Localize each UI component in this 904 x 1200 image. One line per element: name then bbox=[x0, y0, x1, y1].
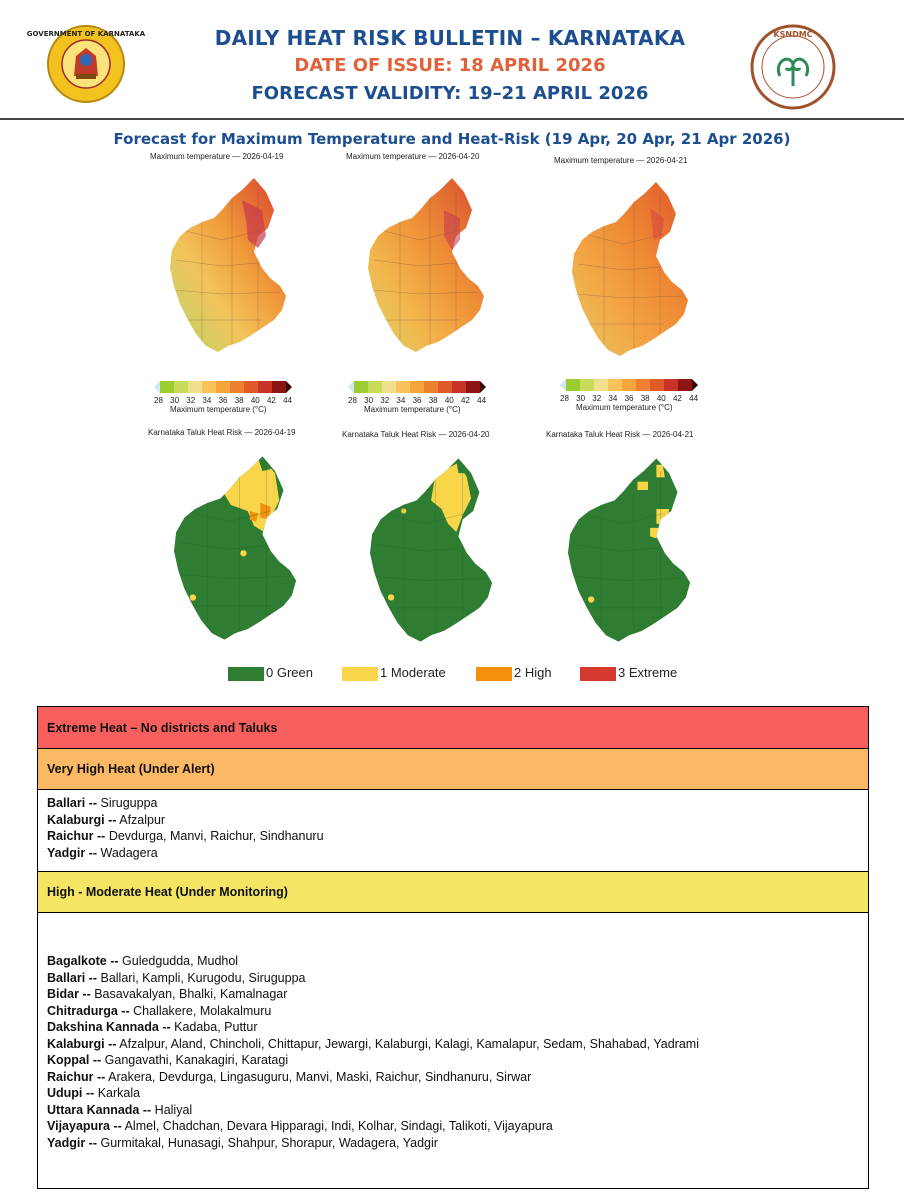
temp-map-1 bbox=[152, 170, 302, 360]
tick: 36 bbox=[624, 394, 634, 403]
taluk-list: Karkala bbox=[94, 1086, 141, 1100]
list-item bbox=[47, 986, 859, 1003]
risk-map-3 bbox=[558, 450, 698, 650]
legend-swatch bbox=[228, 667, 264, 681]
tick: 28 bbox=[348, 396, 357, 405]
temp-map-panel-1 bbox=[130, 152, 320, 414]
list-item bbox=[47, 828, 859, 845]
taluk-list: Kadaba, Puttur bbox=[170, 1020, 258, 1034]
legend-swatch bbox=[476, 667, 512, 681]
taluk-list: Afzalpur, Aland, Chincholi, Chittapur, Jewargi, Kalaburgi, Kalagi, Kamalapur, Sedam, Shahabad, Yadrami bbox=[116, 1036, 699, 1051]
tick: 36 bbox=[412, 396, 422, 405]
tick: 42 bbox=[460, 396, 470, 405]
very-high-heat-header: Very High Heat (Under Alert) bbox=[38, 749, 868, 790]
temp-colorbar-1 bbox=[148, 380, 298, 394]
district-name: Kalaburgi -- bbox=[47, 812, 117, 827]
taluk-list: Siruguppa bbox=[97, 796, 158, 810]
district-name: Yadgir -- bbox=[47, 845, 98, 860]
legend-label: 2 High bbox=[514, 665, 552, 680]
district-name: Raichur -- bbox=[47, 829, 106, 843]
risk-map-1 bbox=[164, 448, 304, 648]
district-name: Chitradurga -- bbox=[47, 1003, 130, 1018]
district-name: Ballari -- bbox=[47, 970, 98, 985]
tick: 30 bbox=[170, 396, 180, 405]
taluk-list: Basavakalyan, Bhalki, Kamalnagar bbox=[90, 987, 288, 1001]
legend-swatch bbox=[342, 667, 378, 681]
list-item bbox=[47, 1052, 859, 1069]
temp-colorbar-2 bbox=[342, 380, 492, 394]
tick: 30 bbox=[576, 394, 586, 403]
taluk-list: Guledgudda, Mudhol bbox=[118, 954, 239, 968]
ksndmc-logo bbox=[750, 24, 836, 110]
taluk-list: Wadagera bbox=[97, 845, 158, 860]
taluk-list: Gangavathi, Kanakagiri, Karatagi bbox=[101, 1053, 289, 1067]
list-item bbox=[47, 1036, 859, 1053]
temp-map-panel-2 bbox=[324, 152, 514, 414]
right-logo-text: KSNDMC bbox=[773, 30, 813, 39]
header-divider bbox=[0, 118, 904, 120]
risk-map-2 bbox=[360, 450, 500, 650]
district-name: Dakshina Kannada -- bbox=[47, 1020, 171, 1034]
temp-map-2 bbox=[350, 170, 500, 360]
district-name: Udupi -- bbox=[47, 1086, 95, 1100]
temp-colorbar-ticks bbox=[348, 396, 486, 405]
temp-colorbar-label: Maximum temperature (°C) bbox=[170, 405, 267, 414]
temp-map-caption: Maximum temperature — 2026-04-19 bbox=[150, 152, 284, 161]
list-item bbox=[47, 812, 859, 829]
district-name: Kalaburgi -- bbox=[47, 1036, 117, 1051]
tick: 28 bbox=[560, 394, 569, 403]
issue-date: DATE OF ISSUE: 18 APRIL 2026 bbox=[294, 55, 606, 76]
tick: 44 bbox=[689, 394, 699, 403]
list-item bbox=[47, 1003, 859, 1020]
tick: 38 bbox=[234, 396, 244, 405]
temp-map-panel-3 bbox=[530, 152, 720, 414]
government-of-karnataka-emblem bbox=[26, 24, 146, 104]
temp-map-caption: Maximum temperature — 2026-04-20 bbox=[346, 152, 480, 161]
taluk-list: Haliyal bbox=[151, 1102, 193, 1117]
tick: 34 bbox=[396, 396, 406, 405]
very-high-heat-list bbox=[38, 790, 868, 872]
tick: 32 bbox=[592, 394, 602, 403]
left-logo-text: GOVERNMENT OF KARNATAKA bbox=[26, 30, 146, 38]
list-item bbox=[47, 1102, 859, 1119]
temp-map-caption: Maximum temperature — 2026-04-21 bbox=[554, 156, 688, 165]
high-moderate-heat-header: High - Moderate Heat (Under Monitoring) bbox=[38, 872, 868, 913]
bulletin-title: DAILY HEAT RISK BULLETIN – KARNATAKA bbox=[214, 26, 686, 50]
tick: 42 bbox=[266, 396, 276, 405]
risk-map-caption: Karnataka Taluk Heat Risk — 2026-04-19 bbox=[148, 428, 296, 437]
district-name: Bagalkote -- bbox=[47, 954, 119, 968]
district-name: Uttara Kannada -- bbox=[47, 1102, 152, 1117]
extreme-heat-row: Extreme Heat – No districts and Taluks bbox=[38, 707, 868, 749]
tick: 34 bbox=[608, 394, 618, 403]
legend-label: 1 Moderate bbox=[380, 665, 446, 680]
list-item bbox=[47, 953, 859, 970]
district-name: Vijayapura -- bbox=[47, 1119, 122, 1133]
taluk-list: Gurmitakal, Hunasagi, Shahpur, Shorapur, Wadagera, Yadgir bbox=[97, 1135, 438, 1150]
risk-map-caption: Karnataka Taluk Heat Risk — 2026-04-20 bbox=[342, 430, 490, 439]
tick: 28 bbox=[154, 396, 163, 405]
tick: 40 bbox=[250, 396, 260, 405]
tick: 44 bbox=[477, 396, 487, 405]
list-item bbox=[47, 1069, 859, 1086]
list-item bbox=[47, 1019, 859, 1036]
district-name: Ballari -- bbox=[47, 796, 98, 810]
list-item bbox=[47, 1135, 859, 1152]
list-item bbox=[47, 1118, 859, 1135]
high-moderate-heat-list bbox=[38, 913, 868, 1188]
risk-map-caption: Karnataka Taluk Heat Risk — 2026-04-21 bbox=[546, 430, 694, 439]
figure-title: Forecast for Maximum Temperature and Heat-Risk (19 Apr, 20 Apr, 21 Apr 2026) bbox=[113, 130, 791, 148]
list-item bbox=[47, 1085, 859, 1102]
tick: 44 bbox=[283, 396, 293, 405]
taluk-list: Devdurga, Manvi, Raichur, Sindhanuru bbox=[105, 829, 324, 843]
tick: 38 bbox=[428, 396, 438, 405]
tick: 42 bbox=[672, 394, 682, 403]
tick: 32 bbox=[380, 396, 390, 405]
legend-label: 0 Green bbox=[266, 665, 313, 680]
tick: 40 bbox=[444, 396, 454, 405]
risk-map-panel-2 bbox=[334, 428, 534, 656]
tick: 34 bbox=[202, 396, 212, 405]
legend-swatch bbox=[580, 667, 616, 681]
taluk-list: Challakere, Molakalmuru bbox=[129, 1003, 272, 1018]
forecast-validity: FORECAST VALIDITY: 19–21 APRIL 2026 bbox=[251, 83, 649, 104]
taluk-list: Afzalpur bbox=[116, 812, 166, 827]
risk-map-panel-3 bbox=[540, 428, 740, 656]
temp-colorbar-ticks bbox=[154, 396, 292, 405]
taluk-list: Almel, Chadchan, Devara Hipparagi, Indi, Kolhar, Sindagi, Talikoti, Vijayapura bbox=[121, 1119, 553, 1133]
tick: 38 bbox=[640, 394, 650, 403]
list-item bbox=[47, 795, 859, 812]
tick: 30 bbox=[364, 396, 374, 405]
risk-map-panel-1 bbox=[140, 428, 340, 656]
taluk-list: Arakera, Devdurga, Lingasuguru, Manvi, Maski, Raichur, Sindhanuru, Sirwar bbox=[105, 1069, 532, 1084]
header-titles bbox=[150, 24, 750, 108]
tick: 32 bbox=[186, 396, 196, 405]
district-name: Koppal -- bbox=[47, 1053, 102, 1067]
legend-label: 3 Extreme bbox=[618, 665, 678, 680]
temp-colorbar-label: Maximum temperature (°C) bbox=[576, 403, 673, 412]
district-name: Raichur -- bbox=[47, 1069, 106, 1084]
list-item bbox=[47, 845, 859, 862]
district-name: Bidar -- bbox=[47, 987, 91, 1001]
tick: 36 bbox=[218, 396, 228, 405]
temp-map-3 bbox=[554, 174, 704, 364]
temp-colorbar-ticks bbox=[560, 394, 698, 403]
taluk-list: Ballari, Kampli, Kurugodu, Siruguppa bbox=[97, 970, 306, 985]
temp-colorbar-3 bbox=[554, 378, 704, 392]
heat-alert-table bbox=[37, 706, 869, 1189]
list-item bbox=[47, 970, 859, 987]
bulletin-header bbox=[0, 0, 904, 118]
district-name: Yadgir -- bbox=[47, 1135, 98, 1150]
tick: 40 bbox=[656, 394, 666, 403]
temp-colorbar-label: Maximum temperature (°C) bbox=[364, 405, 461, 414]
